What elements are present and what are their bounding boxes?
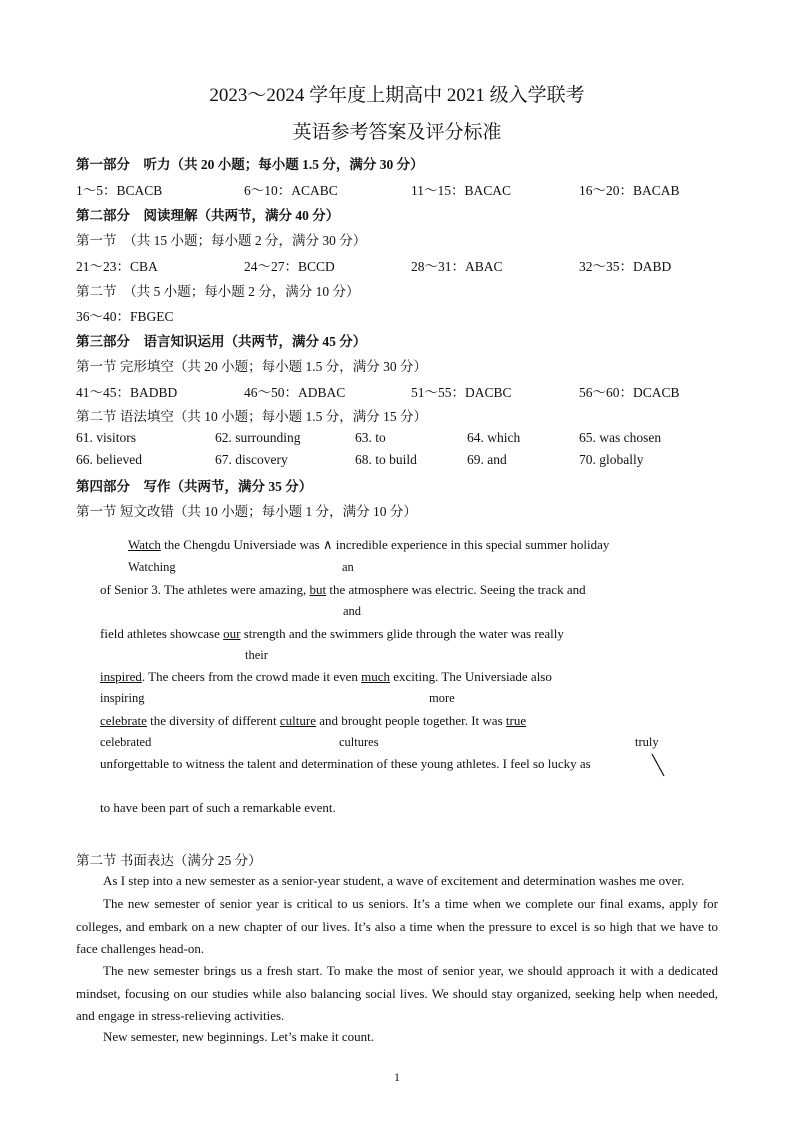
correction-fix: cultures [339,735,379,749]
grammar-answer: 62. surrounding [215,430,301,445]
correction-line [100,756,680,772]
answer-group: 41～45：BADBD [76,385,178,400]
part2-heading: 第二部分 阅读理解（共两节，满分 40 分） [76,208,340,223]
passage-text: . The cheers from the crowd made it even [141,669,362,684]
error-word: culture [279,713,316,728]
part4-section1-heading: 第一节 短文改错（共 10 小题；每小题 1 分，满分 10 分） [76,504,417,519]
page-number: 1 [394,1070,400,1084]
part4-heading: 第四部分 写作（共两节，满分 35 分） [76,479,313,494]
error-word: our [223,626,241,641]
correction-line [100,582,664,598]
answer-group: 36～40：FBGEC [76,309,174,324]
correction-line [100,800,664,816]
correction-fix: truly [635,735,659,749]
deleted-word: as [579,756,591,771]
answer-group: 16～20：BACAB [579,183,680,198]
answer-group: 51～55：DACBC [411,385,512,400]
grammar-answer: 61. visitors [76,430,137,445]
correction-line [100,713,664,729]
answer-group: 11～15：BACAC [411,183,512,198]
error-word: Watch [128,537,161,552]
passage-text: the diversity of different [146,713,280,728]
correction-fix: an [342,560,354,574]
passage-text: the atmosphere was electric. Seeing the track and [326,582,586,597]
grammar-answer: 67. discovery [215,452,288,467]
part1-heading: 第一部分 听力（共 20 小题；每小题 1.5 分，满分 30 分） [76,157,424,172]
grammar-answer: 64. which [467,430,521,445]
passage-text: field athletes showcase [100,626,224,641]
passage-text: to have been part of such a remarkable event. [100,800,336,815]
answer-group: 21～23：CBA [76,259,158,274]
essay-paragraph: The new semester of senior year is critical to us seniors. It’s a time when we complete our final exams, apply for colleges, and embark on a new chapter of our lives. It’s also a time when the pressure to excel is so high that we have to face challenges head-on. [76,896,718,956]
passage-text: the Chengdu Universiade was [160,537,323,552]
grammar-answer: 63. to [355,430,386,445]
correction-fix: their [245,648,268,662]
passage-text: unforgettable to witness the talent and determination of these young athletes. I feel so lucky [100,756,580,771]
answer-group: 32～35：DABD [579,259,672,274]
deletion-slash-icon [648,752,668,778]
grammar-answer: 65. was chosen [579,430,662,445]
correction-line [100,669,664,685]
answer-group: 28～31：ABAC [411,259,503,274]
error-word: much [361,669,391,684]
correction-fix: and [343,604,362,618]
essay-paragraph: New semester, new beginnings. Let’s make it count. [103,1029,374,1044]
part4-section2-heading: 第二节 书面表达（满分 25 分） [76,853,262,868]
passage-text: strength and the swimmers glide through the water was really [240,626,564,641]
error-word: inspired [100,669,142,684]
part3-section2-heading: 第二节 语法填空（共 10 小题；每小题 1.5 分，满分 15 分） [76,409,427,424]
error-word: true [505,713,527,728]
part3-section1-heading: 第一节 完形填空（共 20 小题；每小题 1.5 分，满分 30 分） [76,359,427,374]
grammar-answer: 70. globally [579,452,644,467]
grammar-answer: 66. believed [76,452,142,467]
correction-line [128,537,664,553]
part3-heading: 第三部分 语言知识运用（共两节，满分 45 分） [76,334,367,349]
correction-fix: Watching [128,560,176,574]
part2-section1-heading: 第一节 （共 15 小题；每小题 2 分，满分 30 分） [76,233,367,248]
part2-section2-heading: 第二节 （共 5 小题；每小题 2 分，满分 10 分） [76,284,360,299]
answer-group: 24～27：BCCD [244,259,335,274]
grammar-answer: 68. to build [355,452,417,467]
answer-group: 1～5：BCACB [76,183,163,198]
essay-paragraph: As I step into a new semester as a senior-year student, a wave of excitement and determination washes me over. [103,873,685,888]
insert-caret-mark: ∧ [323,537,333,552]
error-word: celebrate [100,713,147,728]
correction-fix: celebrated [100,735,152,749]
answer-group: 6～10：ACABC [244,183,338,198]
passage-text: incredible experience in this special summer holiday [332,537,610,552]
correction-fix: more [429,691,455,705]
grammar-answer: 69. and [467,452,507,467]
correction-fix: inspiring [100,691,145,705]
passage-text: exciting. The Universiade also [390,669,552,684]
essay-paragraph: The new semester brings us a fresh start. To make the most of senior year, we should approach it with a dedicated mindset, focusing on our studies while also balancing social lives. We should stay organized, seeking help when needed, and engage in stress-relieving activities. [76,963,718,1023]
correction-line [100,626,664,642]
passage-text: of Senior 3. The athletes were amazing, [100,582,310,597]
document-subtitle: 英语参考答案及评分标准 [292,122,502,143]
answer-group: 46～50：ADBAC [244,385,346,400]
document-title: 2023～2024 学年度上期高中 2021 级入学联考 [209,85,585,106]
answer-group: 56～60：DCACB [579,385,680,400]
error-word: but [309,582,327,597]
passage-text: and brought people together. It was [315,713,506,728]
